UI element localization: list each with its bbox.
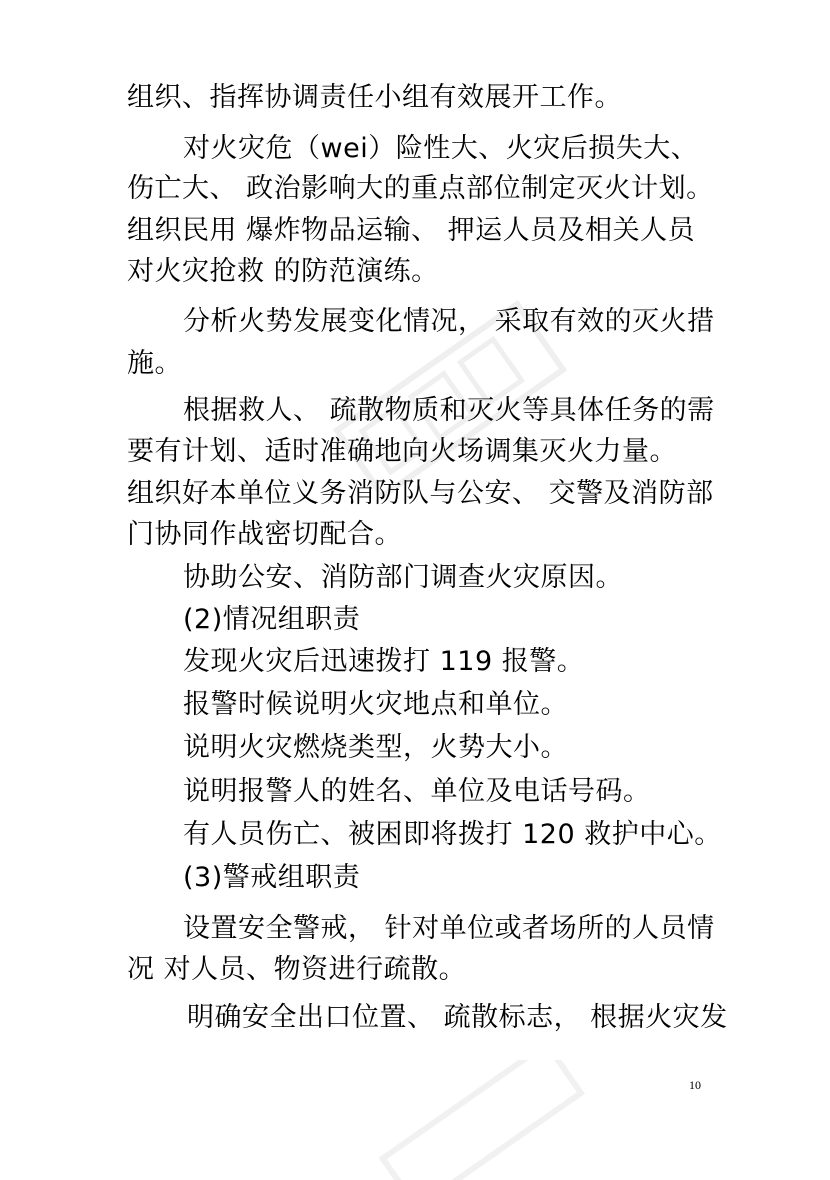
text-line: 协助公安、消防部门调查火灾原因。 [183, 562, 623, 593]
watermark-stamp-bottom [340, 1060, 640, 1180]
text-line: 门协同作战密切配合。 [127, 519, 402, 550]
text-line: 设置安全警戒， 针对单位或者场所的人员情 [183, 913, 715, 944]
text-line: 施。 [127, 348, 182, 379]
text-line: 对火灾危（wei）险性大、火灾后损失大、 [183, 133, 699, 164]
text-line: 况 对人员、物资进行疏散。 [127, 954, 467, 985]
text-line: 报警时候说明火灾地点和单位。 [183, 689, 568, 720]
section-heading: (3)警戒组职责 [183, 862, 361, 893]
text-line: 组织民用 爆炸物品运输、 押运人员及相关人员 [127, 215, 696, 246]
section-heading: (2)情况组职责 [183, 604, 361, 635]
text-line: 发现火灾后迅速拨打 119 报警。 [183, 646, 585, 677]
text-line: 伤亡大、 政治影响大的重点部位制定灭火计划。 [127, 173, 714, 204]
text-line: 根据救人、 疏散物质和灭火等具体任务的需 [183, 395, 715, 426]
text-line: 明确安全出口位置、 疏散标志， 根据火灾发 [187, 1002, 728, 1033]
text-line: 说明报警人的姓名、单位及电话号码。 [183, 776, 651, 807]
text-line: 说明火灾燃烧类型，火势大小。 [183, 732, 568, 763]
text-line: 对火灾抢救 的防范演练。 [127, 256, 439, 287]
text-line: 组织、指挥协调责任小组有效展开工作。 [127, 82, 622, 113]
text-line: 要有计划、适时准确地向火场调集灭火力量。 [127, 436, 677, 467]
text-line: 分析火势发展变化情况， 采取有效的灭火措 [183, 306, 715, 337]
text-line: 有人员伤亡、被困即将拨打 120 救护中心。 [183, 819, 722, 850]
text-line: 组织好本单位义务消防队与公安、 交警及消防部 [127, 478, 714, 509]
page-number: 10 [689, 1078, 701, 1092]
